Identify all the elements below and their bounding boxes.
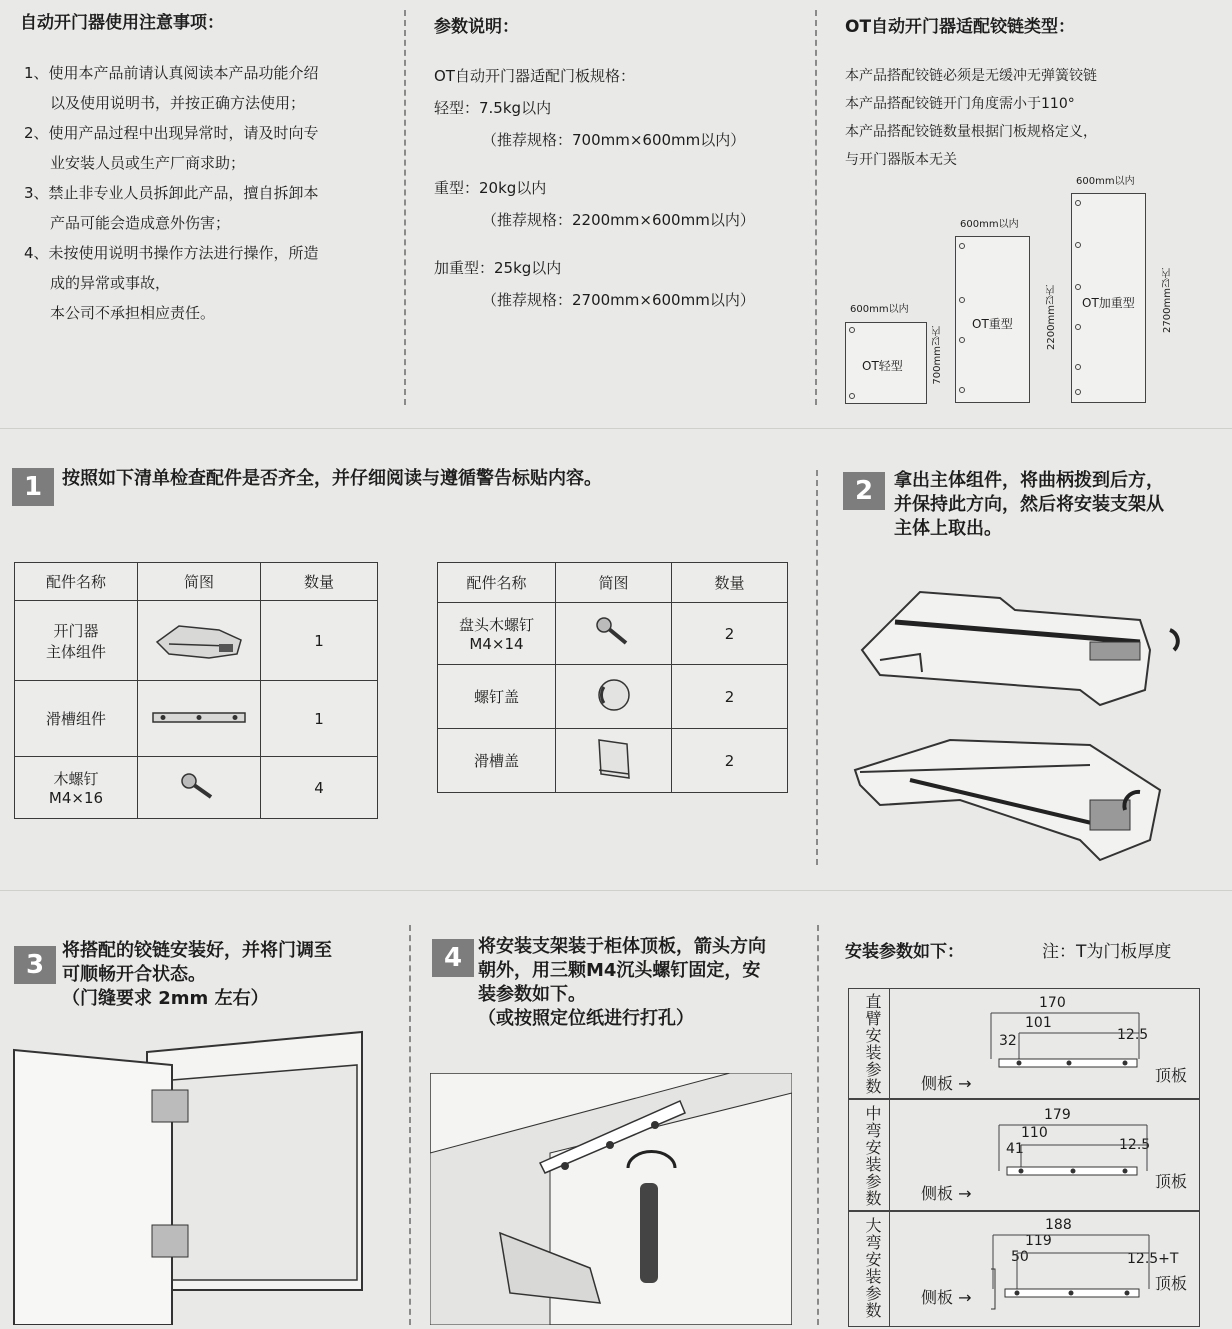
row-label: 中弯安装参数	[863, 1105, 882, 1207]
note-item	[24, 238, 404, 268]
top-panel-label: 顶板	[1155, 1274, 1188, 1293]
dim-value: 41	[1006, 1141, 1024, 1157]
header-name: 配件名称	[15, 563, 138, 601]
side-panel-label: 侧板 →	[921, 1184, 972, 1203]
door-label: OT轻型	[862, 359, 903, 373]
dim-value: 188	[1045, 1217, 1072, 1233]
note-item	[24, 178, 404, 208]
top-panel-label: 顶板	[1155, 1066, 1188, 1085]
note-line: 以及使用说明书，并按正确方法使用；	[50, 94, 306, 112]
part-name: 木螺钉 M4×16	[15, 757, 138, 819]
params-title: 参数说明：	[434, 17, 519, 37]
header-qty: 数量	[261, 563, 378, 601]
divider	[815, 10, 817, 405]
install-title: 安装参数如下：	[845, 942, 964, 962]
dim-value: 32	[999, 1033, 1017, 1049]
divider	[404, 10, 406, 405]
fold-line	[0, 890, 1232, 891]
dim-value: 12.5	[1119, 1137, 1151, 1153]
dim-value: 170	[1039, 995, 1066, 1011]
part-name: 滑槽盖	[438, 729, 556, 793]
step3-line: （门缝要求 2mm 左右）	[62, 988, 269, 1009]
side-panel-label: 侧板 →	[921, 1074, 972, 1093]
parts-table-b	[437, 562, 788, 793]
params-list	[434, 60, 809, 316]
divider	[817, 925, 819, 1325]
step-number-badge: 4	[432, 939, 474, 977]
hole-dot	[1075, 284, 1081, 290]
param-heavy-spec: （推荐规格：2200mm×600mm以内）	[482, 211, 755, 229]
divider	[816, 470, 818, 865]
param-light: 轻型：7.5kg以内	[434, 99, 552, 117]
fold-line	[0, 428, 1232, 429]
table-row	[438, 729, 788, 793]
step4-line: 朝外，用三颗M4沉头螺钉固定，安	[478, 960, 761, 981]
param-extra-spec: （推荐规格：2700mm×600mm以内）	[482, 291, 755, 309]
door-height-label: 2200mm以内	[1046, 285, 1057, 350]
hinge-line: 本产品搭配铰链数量根据门板规格定义，	[845, 124, 1097, 140]
step4-line: 装参数如下。	[478, 984, 586, 1005]
hole-dot	[959, 297, 965, 303]
notes-list	[24, 58, 404, 328]
table-row	[15, 601, 378, 681]
install-note: 注：T为门板厚度	[1042, 942, 1172, 962]
door-extra-heavy	[1071, 193, 1146, 403]
note-num: 2、	[24, 124, 49, 142]
door-height-label: 2700mm以内	[1162, 268, 1173, 333]
mounting-bracket-illustration	[430, 1073, 792, 1325]
step2-line: 拿出主体组件，将曲柄拨到后方，	[894, 470, 1164, 491]
step4-line: （或按照定位纸进行打孔）	[478, 1008, 694, 1029]
step-number-badge: 1	[12, 468, 54, 506]
params-intro: OT自动开门器适配门板规格：	[434, 67, 635, 85]
hole-dot	[849, 393, 855, 399]
part-qty: 2	[672, 665, 788, 729]
bracket-dimension-sketch	[997, 1121, 1162, 1191]
step4-text	[478, 935, 808, 1031]
door-label: OT重型	[972, 317, 1013, 331]
pan-head-screw-icon	[556, 603, 672, 665]
note-line: 使用产品过程中出现异常时，请及时向专	[48, 124, 319, 142]
param-extra: 加重型：25kg以内	[434, 259, 562, 277]
note-item	[24, 118, 404, 148]
dim-value: 119	[1025, 1233, 1052, 1249]
part-qty: 2	[672, 729, 788, 793]
dim-value: 179	[1044, 1107, 1071, 1123]
step2-line: 并保持此方向，然后将安装支架从	[894, 494, 1164, 515]
divider	[409, 925, 411, 1325]
param-row-half-bend	[848, 1098, 1200, 1212]
part-name: 开门器 主体组件	[15, 601, 138, 681]
door-height-label: 700mm以内	[932, 326, 943, 385]
part-name: 盘头木螺钉 M4×14	[438, 603, 556, 665]
hole-dot	[1075, 324, 1081, 330]
dim-value: 12.5	[1117, 1027, 1149, 1043]
part-qty: 1	[261, 681, 378, 757]
hole-dot	[959, 243, 965, 249]
door-heavy	[955, 236, 1030, 403]
hole-dot	[959, 337, 965, 343]
cabinet-hinge-illustration	[12, 1030, 367, 1325]
hole-dot	[1075, 200, 1081, 206]
note-num: 1、	[24, 64, 49, 82]
table-row	[15, 681, 378, 757]
step-number-badge: 3	[14, 946, 56, 984]
top-panel-label: 顶板	[1155, 1172, 1188, 1191]
param-row-full-bend	[848, 1210, 1200, 1327]
notes-disclaimer: 本公司不承担相应责任。	[50, 304, 216, 322]
step2-text	[894, 469, 1224, 541]
row-divider	[889, 1211, 890, 1326]
door-light	[845, 322, 927, 404]
rail-cap-icon	[556, 729, 672, 793]
part-qty: 1	[261, 601, 378, 681]
bracket-dimension-sketch	[989, 1009, 1159, 1079]
row-label: 大弯安装参数	[863, 1217, 882, 1319]
bracket-dimension-sketch	[991, 1231, 1161, 1311]
opener-body-icon	[138, 601, 261, 681]
table-row	[15, 757, 378, 819]
hole-dot	[1075, 242, 1081, 248]
step3-text	[62, 939, 402, 1011]
note-line: 业安装人员或生产厂商求助；	[50, 154, 246, 172]
header-sketch: 简图	[138, 563, 261, 601]
note-num: 3、	[24, 184, 49, 202]
step2-line: 主体上取出。	[894, 518, 1002, 539]
header-name: 配件名称	[438, 563, 556, 603]
screw-cap-icon	[556, 665, 672, 729]
note-line: 未按使用说明书操作方法进行操作，所造	[48, 244, 319, 262]
step3-line: 可顺畅开合状态。	[62, 964, 206, 985]
hinge-line: 本产品搭配铰链必须是无缓冲无弹簧铰链	[845, 68, 1097, 84]
dim-value: 50	[1011, 1249, 1029, 1265]
hole-dot	[1075, 389, 1081, 395]
note-num: 4、	[24, 244, 49, 262]
note-item	[24, 58, 404, 88]
notes-title: 自动开门器使用注意事项：	[20, 13, 224, 33]
wood-screw-icon	[138, 757, 261, 819]
hole-dot	[849, 327, 855, 333]
table-row	[438, 603, 788, 665]
param-light-spec: （推荐规格：700mm×600mm以内）	[482, 131, 746, 149]
note-line: 禁止非专业人员拆卸此产品，擅自拆卸本	[48, 184, 319, 202]
row-divider	[889, 989, 890, 1099]
step1-title: 按照如下清单检查配件是否齐全，并仔细阅读与遵循警告标贴内容。	[62, 468, 602, 489]
hole-dot	[1075, 364, 1081, 370]
header-qty: 数量	[672, 563, 788, 603]
part-name: 滑槽组件	[15, 681, 138, 757]
hinge-line: 本产品搭配铰链开门角度需小于110°	[845, 96, 1075, 112]
part-qty: 2	[672, 603, 788, 665]
hinge-notes	[845, 62, 1097, 174]
dim-value: 101	[1025, 1015, 1052, 1031]
side-panel-label: 侧板 →	[921, 1288, 972, 1307]
header-sketch: 简图	[556, 563, 672, 603]
hole-dot	[959, 387, 965, 393]
row-label: 直臂安装参数	[863, 993, 882, 1095]
door-width-label: 600mm以内	[960, 219, 1019, 230]
hinge-line: 与开门器版本无关	[845, 152, 957, 168]
door-width-label: 600mm以内	[850, 304, 909, 315]
note-line: 使用本产品前请认真阅读本产品功能介绍	[48, 64, 319, 82]
note-line: 产品可能会造成意外伤害；	[50, 214, 231, 232]
row-divider	[889, 1099, 890, 1211]
part-name: 螺钉盖	[438, 665, 556, 729]
parts-table-a	[14, 562, 378, 819]
slide-rail-icon	[138, 681, 261, 757]
note-line: 成的异常或事故，	[50, 274, 171, 292]
step3-line: 将搭配的铰链安装好，并将门调至	[62, 940, 332, 961]
door-width-label: 600mm以内	[1076, 176, 1135, 187]
opener-removal-illustration	[850, 580, 1210, 870]
dim-value: 12.5+T	[1127, 1251, 1179, 1267]
param-heavy: 重型：20kg以内	[434, 179, 547, 197]
param-row-straight	[848, 988, 1200, 1100]
dim-value: 110	[1021, 1125, 1048, 1141]
table-row	[438, 665, 788, 729]
hinge-title: OT自动开门器适配铰链类型：	[845, 17, 1076, 37]
step4-line: 将安装支架装于柜体顶板，箭头方向	[478, 936, 766, 957]
part-qty: 4	[261, 757, 378, 819]
step-number-badge: 2	[843, 472, 885, 510]
door-label: OT加重型	[1082, 296, 1135, 310]
